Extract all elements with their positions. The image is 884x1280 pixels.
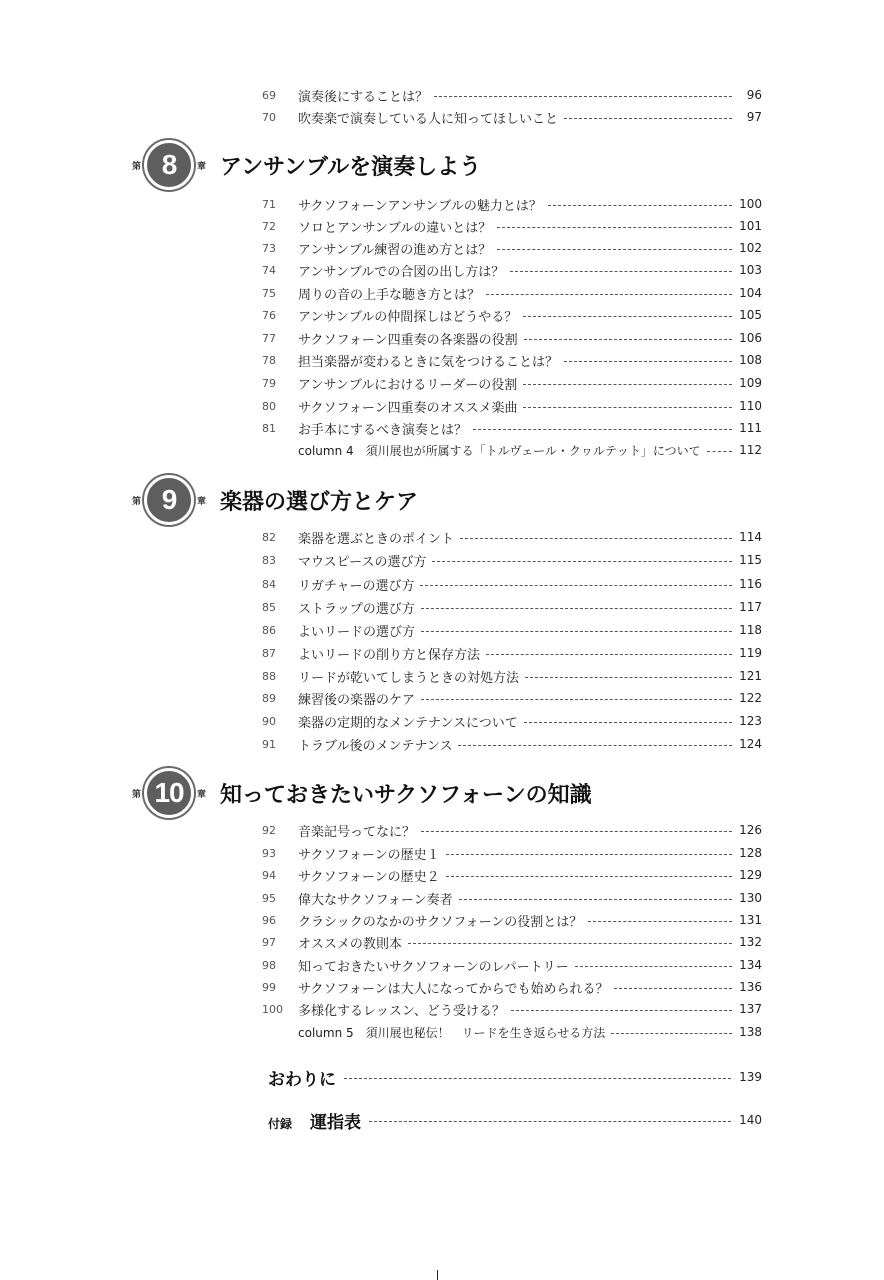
toc-appendix[interactable]	[268, 1108, 762, 1132]
entry-page: 122	[739, 691, 762, 705]
chapter-prefix: 第	[132, 496, 142, 507]
chapter-prefix: 第	[132, 161, 142, 172]
toc-entry-89[interactable]	[262, 688, 762, 708]
chapter-8-heading	[132, 140, 481, 190]
entry-title: 周りの音の上手な聴き方とは？	[298, 287, 481, 303]
entry-page: 130	[739, 891, 762, 905]
entry-title: リードが乾いてしまうときの対処方法	[298, 670, 520, 686]
entry-title: マウスピースの選び方	[298, 554, 427, 570]
entry-title: 練習後の楽器のケア	[298, 692, 416, 708]
toc-entry-73[interactable]	[262, 238, 762, 258]
afterword-page: 139	[739, 1070, 762, 1084]
entry-number: 89	[262, 691, 276, 705]
toc-entry-86[interactable]	[262, 620, 762, 640]
entry-title: 音楽記号ってなに？	[298, 824, 416, 840]
entry-number: 93	[262, 846, 276, 860]
entry-title: クラシックのなかのサクソフォーンの役割とは？	[298, 914, 583, 930]
dot-leader	[434, 96, 732, 97]
entry-title: お手本にするべき演奏とは？	[298, 422, 468, 438]
chapter-10-heading	[132, 768, 592, 818]
entry-page: 119	[739, 646, 762, 660]
toc-entry-100[interactable]	[262, 999, 762, 1019]
entry-number: 97	[262, 935, 276, 949]
dot-leader	[523, 384, 732, 385]
entry-number: 88	[262, 669, 276, 683]
dot-leader	[486, 294, 732, 295]
entry-title: ソロとアンサンブルの違いとは？	[298, 220, 492, 236]
entry-title: リガチャーの選び方	[298, 578, 415, 594]
toc-entry-72[interactable]	[262, 216, 762, 236]
chapter-number-badge: 9	[144, 475, 194, 525]
dot-leader	[446, 876, 732, 877]
entry-page: 115	[739, 553, 762, 567]
appendix-title: 運指表	[310, 1112, 362, 1133]
toc-afterword[interactable]	[268, 1065, 762, 1089]
entry-title: 楽器を選ぶときのポイント	[298, 531, 455, 547]
toc-entry-78[interactable]	[262, 350, 762, 370]
entry-page: 129	[739, 868, 762, 882]
entry-page: 101	[739, 219, 762, 233]
entry-title: 多様化するレッスン、どう受ける？	[298, 1003, 505, 1019]
entry-number: 80	[262, 399, 276, 413]
appendix-label	[268, 1108, 361, 1133]
appendix-page: 140	[739, 1113, 762, 1127]
dot-leader	[525, 677, 732, 678]
toc-entry-96[interactable]	[262, 910, 762, 930]
dot-leader	[511, 1010, 732, 1011]
entry-page: 106	[739, 331, 762, 345]
entry-page: 126	[739, 823, 762, 837]
entry-page: 97	[746, 110, 762, 124]
entry-title: サクソフォーンは大人になってからでも始められる？	[298, 981, 609, 997]
entry-number: 98	[262, 958, 276, 972]
dot-leader	[408, 943, 732, 944]
chapter-9-heading	[132, 475, 418, 525]
chapter-title: アンサンブルを演奏しよう	[220, 154, 482, 180]
chapter-number-badge: 8	[144, 140, 194, 190]
toc-entry-88[interactable]	[262, 666, 762, 686]
entry-page: 110	[739, 399, 762, 413]
entry-number: 90	[262, 714, 276, 728]
toc-entry-column-4[interactable]	[262, 440, 762, 460]
entry-title: よいリードの削り方と保存方法	[298, 647, 481, 663]
entry-title: アンサンブルでの合図の出し方は？	[298, 264, 505, 280]
dot-leader	[523, 316, 732, 317]
chapter-suffix: 章	[197, 161, 207, 172]
toc-entry-98[interactable]	[262, 955, 762, 975]
dot-leader	[611, 1033, 732, 1034]
toc-entry-74[interactable]	[262, 260, 762, 280]
toc-entry-77[interactable]	[262, 328, 762, 348]
dot-leader	[473, 429, 732, 430]
toc-entry-69[interactable]	[262, 85, 762, 105]
dot-leader	[460, 538, 732, 539]
dot-leader	[614, 988, 732, 989]
entry-number: 91	[262, 737, 276, 751]
entry-title: 偉大なサクソフォーン奏者	[298, 892, 453, 908]
toc-entry-99[interactable]	[262, 977, 762, 997]
entry-page: 102	[739, 241, 762, 255]
entry-title: サクソフォーンの歴史１	[298, 847, 440, 863]
entry-page: 137	[739, 1002, 762, 1016]
entry-page: 117	[739, 600, 762, 614]
entry-number: 100	[262, 1002, 283, 1016]
toc-entry-76[interactable]	[262, 305, 762, 325]
entry-number: 73	[262, 241, 276, 255]
toc-entry-85[interactable]	[262, 597, 762, 617]
dot-leader	[548, 205, 732, 206]
dot-leader	[344, 1078, 731, 1079]
toc-entry-92[interactable]	[262, 820, 762, 840]
entry-page: 131	[739, 913, 762, 927]
entry-number: 77	[262, 331, 276, 345]
entry-title: 知っておきたいサクソフォーンのレパートリー	[298, 959, 569, 975]
toc-entry-81[interactable]	[262, 418, 762, 438]
entry-number: 74	[262, 263, 276, 277]
entry-title: アンサンブルにおけるリーダーの役割	[298, 377, 518, 393]
dot-leader	[564, 361, 732, 362]
entry-page: 138	[739, 1025, 762, 1039]
entry-title: 吹奏楽で演奏している人に知ってほしいこと	[298, 111, 559, 127]
toc-entry-95[interactable]	[262, 888, 762, 908]
chapter-suffix: 章	[197, 789, 207, 800]
entry-page: 111	[739, 421, 762, 435]
entry-title: サクソフォーンの歴史２	[298, 869, 440, 885]
toc-entry-75[interactable]	[262, 283, 762, 303]
entry-title: サクソフォーンアンサンブルの魅力とは？	[298, 198, 542, 214]
dot-leader	[497, 249, 732, 250]
afterword-label: おわりに	[268, 1069, 336, 1090]
entry-page: 121	[739, 669, 762, 683]
toc-entry-93[interactable]	[262, 843, 762, 863]
dot-leader	[421, 631, 732, 632]
entry-page: 112	[739, 443, 762, 457]
toc-entry-71[interactable]	[262, 194, 762, 214]
dot-leader	[707, 451, 732, 452]
dot-leader	[458, 745, 732, 746]
entry-page: 108	[739, 353, 762, 367]
dot-leader	[369, 1121, 731, 1122]
entry-number: 82	[262, 530, 276, 544]
chapter-title: 楽器の選び方とケア	[220, 489, 419, 515]
toc-entry-90[interactable]	[262, 711, 762, 731]
entry-number: 69	[262, 88, 276, 102]
toc-entry-70[interactable]	[262, 107, 762, 127]
entry-title: 楽器の定期的なメンテナンスについて	[298, 715, 518, 731]
entry-page: 123	[739, 714, 762, 728]
entry-number: 86	[262, 623, 276, 637]
chapter-title: 知っておきたいサクソフォーンの知識	[220, 782, 592, 808]
entry-page: 103	[739, 263, 762, 277]
entry-page: 136	[739, 980, 762, 994]
dot-leader	[510, 271, 732, 272]
entry-number: 70	[262, 110, 276, 124]
entry-number: 72	[262, 219, 276, 233]
entry-number: 87	[262, 646, 276, 660]
dot-leader	[432, 561, 732, 562]
toc-entry-91[interactable]	[262, 734, 762, 754]
entry-number: 81	[262, 421, 276, 435]
dot-leader	[575, 966, 732, 967]
dot-leader	[497, 227, 732, 228]
entry-number: 79	[262, 376, 276, 390]
chapter-suffix: 章	[197, 496, 207, 507]
entry-title: サクソフォーン四重奏の各楽器の役割	[298, 332, 518, 348]
entry-page: 134	[739, 958, 762, 972]
entry-page: 109	[739, 376, 762, 390]
dot-leader	[564, 118, 732, 119]
entry-title: column 5 須川展也秘伝！ リードを生き返らせる方法	[298, 1025, 606, 1040]
entry-page: 132	[739, 935, 762, 949]
toc-entry-83[interactable]	[262, 550, 762, 570]
entry-page: 116	[739, 577, 762, 591]
appendix-prefix: 付録	[268, 1116, 293, 1131]
toc-entry-87[interactable]	[262, 643, 762, 663]
dot-leader	[524, 339, 732, 340]
entry-title: 演奏後にすることは？	[298, 89, 429, 105]
dot-leader	[588, 921, 732, 922]
toc-entry-column-5[interactable]	[262, 1022, 762, 1042]
entry-page: 100	[739, 197, 762, 211]
toc-entry-84[interactable]	[262, 574, 762, 594]
entry-number: 96	[262, 913, 276, 927]
entry-number: 78	[262, 353, 276, 367]
dot-leader	[524, 722, 732, 723]
entry-number: 83	[262, 553, 276, 567]
dot-leader	[486, 654, 732, 655]
dot-leader	[459, 899, 732, 900]
entry-title: オススメの教則本	[298, 936, 402, 952]
chapter-prefix: 第	[132, 789, 142, 800]
entry-title: 担当楽器が変わるときに気をつけることは？	[298, 354, 559, 370]
entry-number: 85	[262, 600, 276, 614]
dot-leader	[420, 585, 732, 586]
entry-number: 84	[262, 577, 276, 591]
dot-leader	[523, 407, 732, 408]
entry-number: 99	[262, 980, 276, 994]
entry-page: 96	[746, 88, 762, 102]
toc-entry-79[interactable]	[262, 373, 762, 393]
toc-entry-80[interactable]	[262, 396, 762, 416]
entry-number: 76	[262, 308, 276, 322]
crop-mark	[437, 1270, 438, 1280]
dot-leader	[421, 699, 732, 700]
entry-title: サクソフォーン四重奏のオススメ楽曲	[298, 400, 518, 416]
dot-leader	[421, 831, 732, 832]
dot-leader	[421, 608, 732, 609]
entry-title: ストラップの選び方	[298, 601, 415, 617]
entry-title: よいリードの選び方	[298, 624, 416, 640]
entry-page: 124	[739, 737, 762, 751]
chapter-number-badge: 10	[144, 768, 194, 818]
entry-number: 92	[262, 823, 276, 837]
toc-entry-82[interactable]	[262, 527, 762, 547]
entry-page: 118	[739, 623, 762, 637]
toc-entry-94[interactable]	[262, 865, 762, 885]
entry-title: トラブル後のメンテナンス	[298, 738, 453, 754]
entry-number: 75	[262, 286, 276, 300]
dot-leader	[446, 854, 732, 855]
entry-title: column 4 須川展也が所属する「トルヴェール・クヮルテット」について	[298, 443, 701, 458]
entry-title: アンサンブル練習の進め方とは？	[298, 242, 492, 258]
entry-number: 95	[262, 891, 276, 905]
entry-page: 105	[739, 308, 762, 322]
entry-title: アンサンブルの仲間探しはどうやる？	[298, 309, 518, 325]
entry-number: 71	[262, 197, 276, 211]
entry-page: 114	[739, 530, 762, 544]
toc-entry-97[interactable]	[262, 932, 762, 952]
entry-page: 104	[739, 286, 762, 300]
entry-number: 94	[262, 868, 276, 882]
entry-page: 128	[739, 846, 762, 860]
